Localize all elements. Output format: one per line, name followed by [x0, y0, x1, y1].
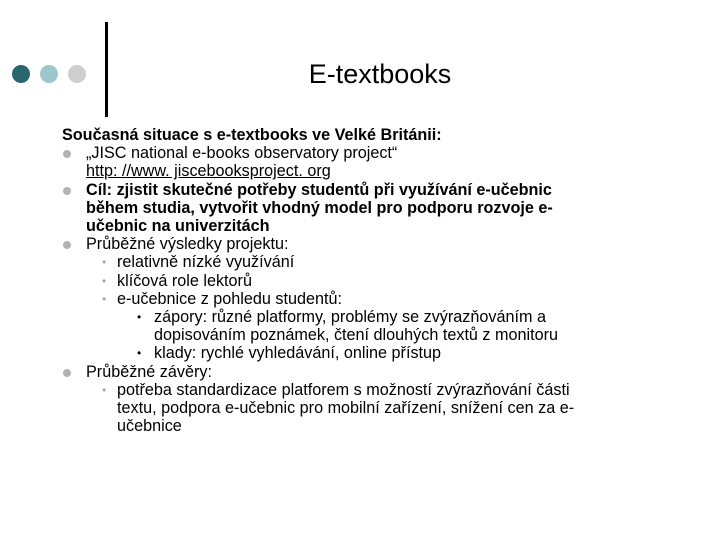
sub-item-text: textu, podpora e-učebnic pro mobilní zařízení, snížení cen za e- — [117, 399, 575, 418]
subsub-item-text: dopisováním poznámek, čtení dlouhých textů z monitoru — [154, 326, 559, 345]
subsub-bullet-icon: • — [137, 346, 142, 361]
item-text: Cíl: zjistit skutečné potřeby studentů při využívání e-učebnic — [86, 180, 552, 199]
bullet-item-goal — [62, 181, 702, 236]
jisc-link[interactable]: http: //www. jiscebooksproject. org — [86, 162, 331, 181]
slide-title: E-textbooks — [308, 59, 452, 89]
item-text: „JISC national e-books observatory project“ — [86, 144, 398, 163]
body-heading: Současná situace s e-textbooks ve Velké Británii: — [62, 126, 442, 144]
sub-item — [62, 272, 702, 290]
bullet-item-jisc — [62, 144, 702, 180]
bullet-dot-icon — [63, 187, 71, 195]
item-text: Průběžné závěry: — [86, 362, 212, 381]
bullet-dot-icon — [63, 150, 71, 158]
decor-dot-grey — [68, 65, 86, 83]
bullet-item-results — [62, 235, 702, 253]
sub-bullet-icon: • — [102, 273, 107, 288]
slide-body — [62, 126, 702, 435]
subsub-item-text: zápory: různé platformy, problémy se zvýrazňováním a — [154, 308, 546, 327]
sub-item-text: klíčová role lektorů — [117, 271, 252, 290]
sub-item-text: relativně nízké využívání — [117, 253, 295, 272]
sub-item-text: potřeba standardizace platforem s možností zvýrazňování části — [117, 380, 570, 399]
sub-item-text: e-učebnice z pohledu studentů: — [117, 289, 342, 308]
decor-dot-light — [40, 65, 58, 83]
bullet-dot-icon — [63, 369, 71, 377]
subsub-item-text: klady: rychlé vyhledávání, online přístup — [154, 344, 442, 363]
sub-item — [62, 381, 702, 436]
sub-bullet-icon: • — [102, 291, 107, 306]
bullet-item-conclusions — [62, 363, 702, 381]
sub-item — [62, 290, 702, 308]
item-text: učebnic na univerzitách — [86, 217, 270, 236]
sub-item — [62, 253, 702, 271]
item-text: během studia, vytvořit vhodný model pro podporu rozvoje e- — [86, 198, 553, 217]
title-divider — [105, 22, 108, 117]
subsub-item — [62, 308, 702, 344]
item-text: Průběžné výsledky projektu: — [86, 235, 289, 254]
sub-bullet-icon: • — [102, 382, 107, 397]
subsub-item — [62, 344, 702, 362]
decor-dot-dark — [12, 65, 30, 83]
sub-bullet-icon: • — [102, 255, 107, 270]
bullet-dot-icon — [63, 241, 71, 249]
subsub-bullet-icon: • — [137, 310, 142, 325]
sub-item-text: učebnice — [117, 417, 182, 436]
